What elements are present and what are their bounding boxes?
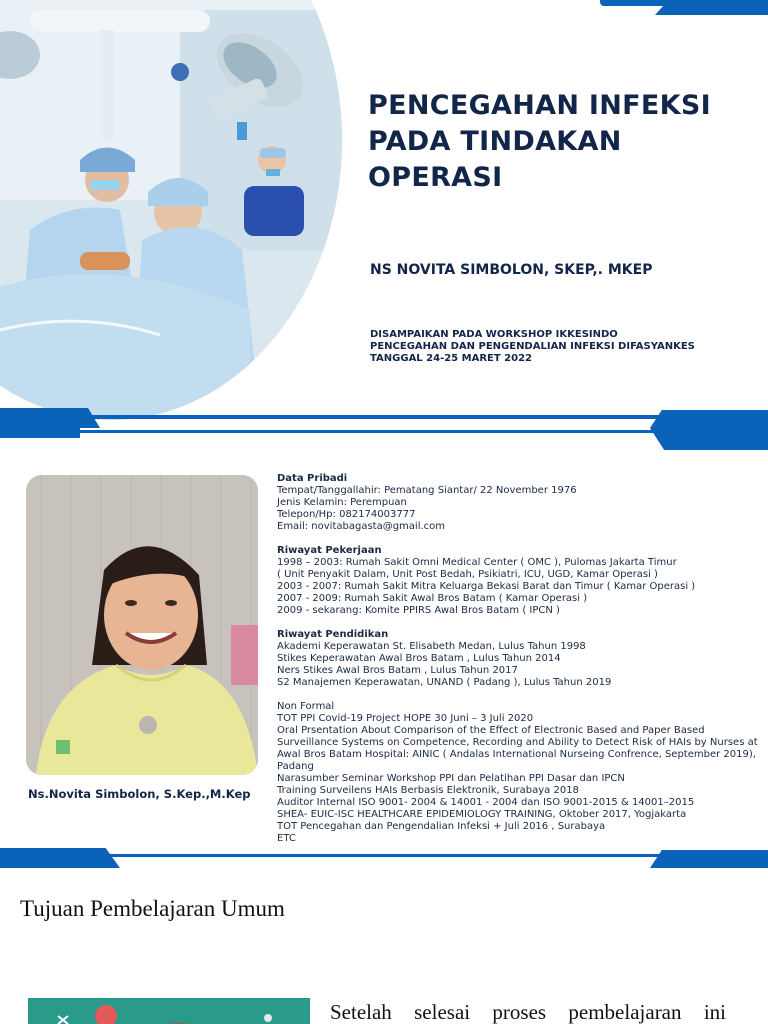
title-line-3: OPERASI (368, 162, 503, 193)
cv-line: ( Unit Penyakit Dalam, Unit Post Bedah, Psikiatri, ICU, UGD, Kamar Operasi ) (277, 569, 658, 580)
cv-line: Stikes Keperawatan Awal Bros Batam , Lulus Tahun 2014 (277, 653, 561, 664)
bottom-band-thin (0, 415, 768, 419)
cv-line: TOT PPI Covid-19 Project HOPE 30 Juni – 3 Juli 2020 (277, 713, 534, 724)
top-right-band-notch (655, 0, 768, 15)
cv-line: Tempat/Tanggallahir: Pematang Siantar/ 22 November 1976 (277, 485, 577, 496)
spacer (277, 617, 762, 629)
cv-line: TOT Pencegahan dan Pengendalian Infeksi + Juli 2016 , Surabaya (277, 821, 606, 832)
portrait-illustration (26, 475, 258, 775)
virus-banner (28, 998, 310, 1024)
presenter-name: NS NOVITA SIMBOLON, SKEP,. MKEP (370, 262, 653, 278)
education-heading: Riwayat Pendidikan (277, 629, 389, 640)
cv-line: 2007 - 2009: Rumah Sakit Awal Bros Batam ( Kamar Operasi ) (277, 593, 588, 604)
cv-line: 2003 - 2007: Rumah Sakit Mitra Keluarga Bekasi Barat dan Timur ( Kamar Operasi ) (277, 581, 696, 592)
spacer (277, 533, 762, 545)
cv-line: S2 Manajemen Keperawatan, UNAND ( Padang ), Lulus Tahun 2019 (277, 677, 612, 688)
cv-line: Narasumber Seminar Workshop PPI dan Pelatihan PPI Dasar dan IPCN (277, 773, 625, 784)
bottom-band-right (650, 410, 768, 428)
top-band-right (650, 428, 768, 450)
virus-illustration (28, 998, 310, 1024)
bottom-band-left (0, 848, 120, 868)
title-slide (0, 0, 768, 428)
spacer (277, 689, 762, 701)
title-line-1: PENCEGAHAN INFEKSI (368, 90, 711, 121)
cv-line: 1998 – 2003: Rumah Sakit Omni Medical Center ( OMC ), Pulomas Jakarta Timur (277, 557, 677, 568)
cv-line: 2009 - sekarang: Komite PPIRS Awal Bros Batam ( IPCN ) (277, 605, 560, 616)
cv-line: Oral Prsentation About Comparison of the Effect of Electronic Based and Paper Based (277, 725, 705, 736)
cv-line: Awal Bros Batam Hospital: AINIC ( Andalas International Nurseing Confrence, September 2019), (277, 749, 756, 760)
bottom-band-thin (0, 854, 768, 857)
cv-line: Padang (277, 761, 314, 772)
profile-caption: Ns.Novita Simbolon, S.Kep.,M.Kep (28, 787, 251, 801)
cv-line: Email: novitabagasta@gmail.com (277, 521, 446, 532)
nonformal-heading: Non Formal (277, 701, 335, 712)
bottom-band-right (650, 850, 768, 868)
surgery-illustration (0, 0, 342, 420)
work-heading: Riwayat Pekerjaan (277, 545, 382, 556)
curriculum-vitae (277, 473, 762, 845)
objectives-slide (0, 868, 768, 1024)
presentation-title (368, 88, 758, 196)
cv-line: Ners Stikes Awal Bros Batam , Lulus Tahun 2017 (277, 665, 518, 676)
bottom-band-left (0, 408, 100, 428)
cv-line: Surveillance Systems on Competence, Recording and Ability to Detect Risk of HAIs by Nurses at (277, 737, 758, 748)
cv-line: Auditor Internal ISO 9001- 2004 & 14001 - 2004 dan ISO 9001-2015 & 14001–2015 (277, 797, 695, 808)
title-line-2: PADA TINDAKAN (368, 126, 622, 157)
event-info (370, 329, 695, 365)
cv-line: Telepon/Hp: 082174003777 (277, 509, 416, 520)
cv-line: Akademi Keperawatan St. Elisabeth Medan, Lulus Tahun 1998 (277, 641, 586, 652)
cv-line: Training Surveilens HAIs Berbasis Elektronik, Surabaya 2018 (277, 785, 579, 796)
profile-photo (26, 475, 258, 775)
cv-line: ETC (277, 833, 296, 844)
personal-heading: Data Pribadi (277, 473, 348, 484)
slide-title: Tujuan Pembelajaran Umum (20, 896, 285, 921)
cv-line: Jenis Kelamin: Perempuan (277, 497, 407, 508)
event-line-3: TANGGAL 24-25 MARET 2022 (370, 353, 532, 364)
top-band-left (0, 428, 80, 438)
objective-text: Setelah selesai proses pembelajaran ini (330, 1000, 726, 1024)
profile-slide (0, 428, 768, 868)
cv-line: SHEA- EUIC-ISC HEALTHCARE EPIDEMIOLOGY TRAINING, Oktober 2017, Yogjakarta (277, 809, 687, 820)
event-line-2: PENCEGAHAN DAN PENGENDALIAN INFEKSI DIFASYANKES (370, 341, 695, 352)
surgery-photo (0, 0, 342, 420)
event-line-1: DISAMPAIKAN PADA WORKSHOP IKKESINDO (370, 329, 618, 340)
